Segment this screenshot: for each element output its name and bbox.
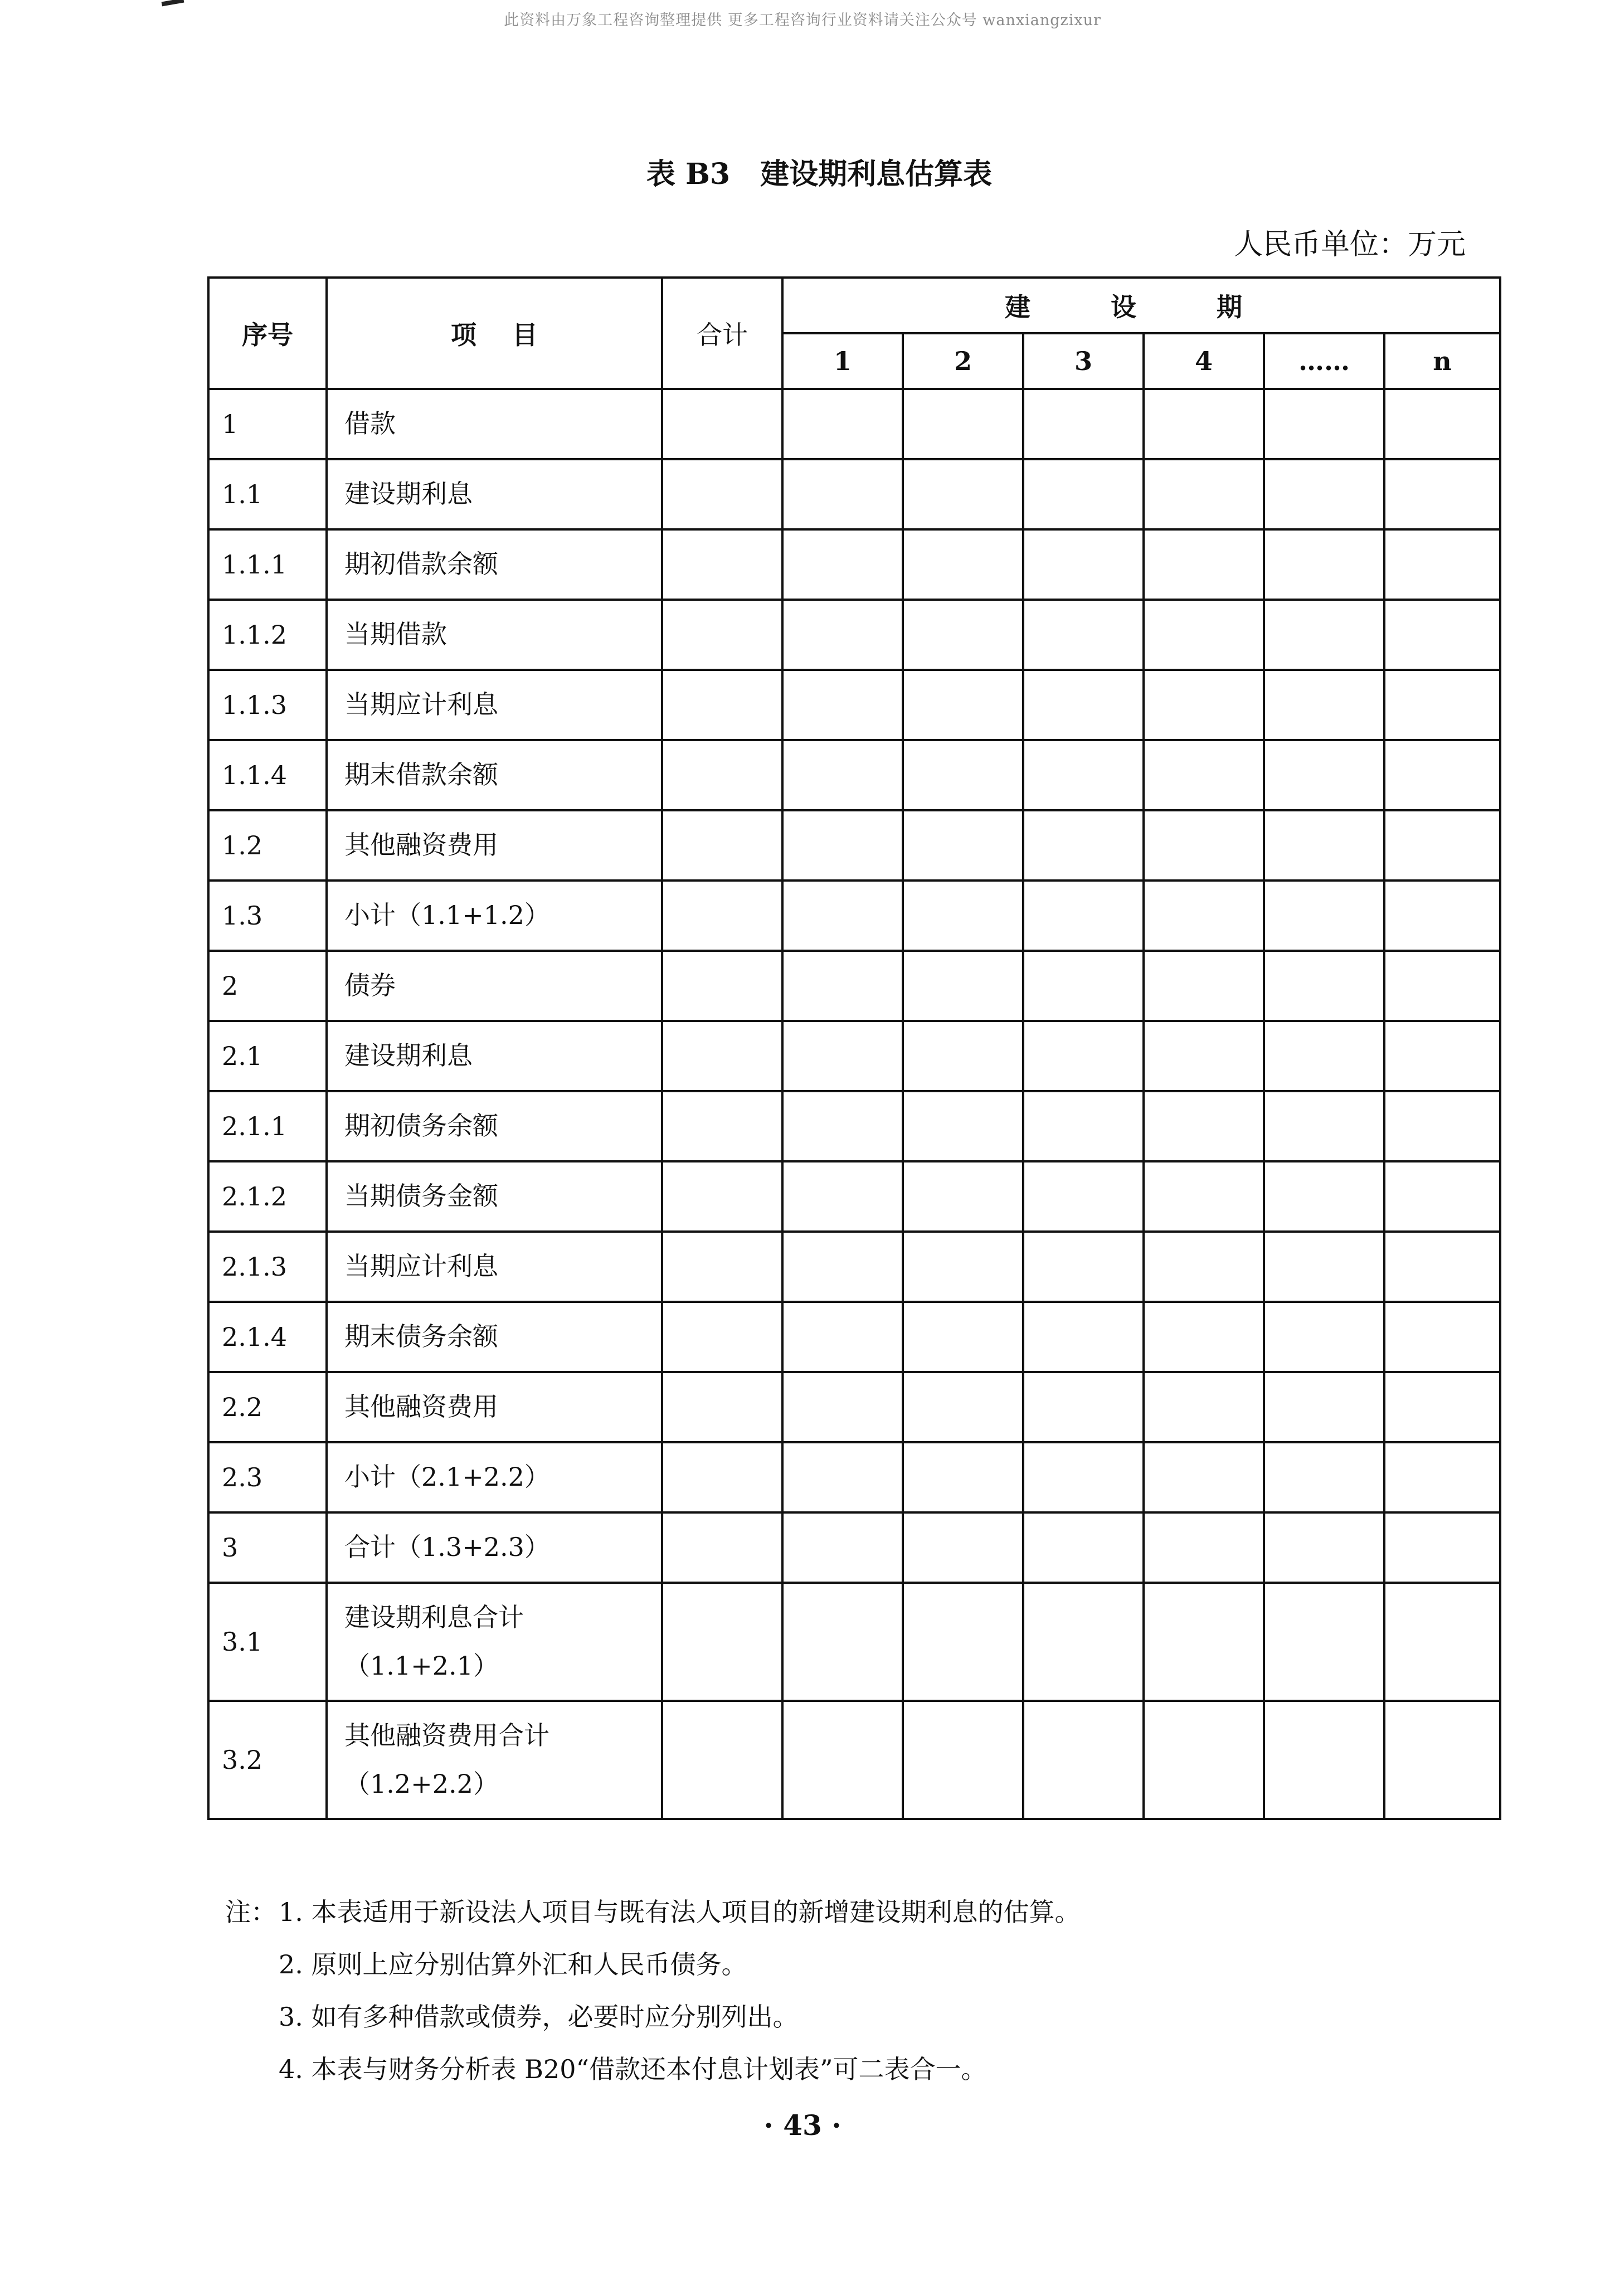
table-body [208,389,1500,1819]
period-cell [903,1583,1023,1701]
period-cell [1023,951,1144,1021]
period-cell [1023,1701,1144,1819]
period-cell [1144,600,1264,670]
period-cell [1384,1021,1500,1091]
period-cell [1023,1091,1144,1161]
row-item-label: 其他融资费用 [344,830,498,860]
period-cell [1384,740,1500,810]
period-cell [1144,1091,1264,1161]
period-cell [782,1372,903,1442]
row-number: 3.1 [208,1583,327,1701]
row-number: 2.1.3 [208,1232,327,1302]
period-cell [1264,1021,1384,1091]
row-item [327,810,662,881]
page-number: · 43 · [763,2109,842,2142]
period-cell [1144,459,1264,529]
period-cell [782,1512,903,1583]
table-row [208,1232,1500,1302]
period-cell [1264,459,1384,529]
scan-mark [162,0,184,6]
period-cell [1264,670,1384,740]
period-cell [782,810,903,881]
period-cell [1144,740,1264,810]
period-cell [1264,600,1384,670]
row-number: 2.1.4 [208,1302,327,1372]
row-number: 2.1.2 [208,1161,327,1232]
period-cell [1384,389,1500,459]
row-item-label: 期初借款余额 [344,549,498,580]
table-row [208,1442,1500,1512]
period-cell [1023,1442,1144,1512]
note-text: 1. 本表适用于新设法人项目与既有法人项目的新增建设期利息的估算。 [279,1897,1081,1927]
header-total: 合计 [662,278,782,389]
period-cell [1023,389,1144,459]
row-number: 2.1 [208,1021,327,1091]
total-cell [662,740,782,810]
header-period: 2 [903,333,1023,389]
row-number: 1.1 [208,459,327,529]
header-period: 1 [782,333,903,389]
row-number: 1.1.1 [208,529,327,600]
total-cell [662,1091,782,1161]
period-cell [782,600,903,670]
note-item [279,1991,1081,2043]
period-cell [1384,1701,1500,1819]
period-cell [1023,1372,1144,1442]
total-cell [662,1701,782,1819]
period-cell [782,1701,903,1819]
row-number: 1.2 [208,810,327,881]
period-cell [782,389,903,459]
row-item-label: 其他融资费用合计 [344,1720,549,1750]
period-cell [1384,670,1500,740]
period-cell [782,1232,903,1302]
period-cell [782,1091,903,1161]
period-cell [903,1232,1023,1302]
header-no: 序号 [208,278,327,389]
row-item [327,389,662,459]
table-row [208,600,1500,670]
period-cell [903,459,1023,529]
row-item [327,670,662,740]
period-cell [903,1302,1023,1372]
row-item-label: 建设期利息 [344,479,473,509]
table-row [208,1161,1500,1232]
period-cell [903,1091,1023,1161]
period-cell [782,1583,903,1701]
total-cell [662,1583,782,1701]
period-cell [782,670,903,740]
note-text: 4. 本表与财务分析表 B20“借款还本付息计划表”可二表合一。 [279,2054,987,2084]
period-cell [903,1021,1023,1091]
note-item [225,1886,1081,1938]
note-text: 3. 如有多种借款或债券，必要时应分别列出。 [279,2002,799,2032]
table-row [208,1302,1500,1372]
page-title [591,150,1048,192]
row-item [327,529,662,600]
header-period: 4 [1144,333,1264,389]
header-period: n [1384,333,1500,389]
row-number: 2 [208,951,327,1021]
total-cell [662,951,782,1021]
period-cell [782,1442,903,1512]
total-cell [662,529,782,600]
table-row [208,810,1500,881]
period-cell [1264,1372,1384,1442]
period-cell [782,1161,903,1232]
table-row [208,670,1500,740]
table-row [208,740,1500,810]
notes [225,1886,1081,2095]
table-row [208,1583,1500,1701]
period-cell [1144,1302,1264,1372]
period-cell [1384,1372,1500,1442]
row-item-label: 小计（2.1+2.2） [344,1462,550,1492]
row-item [327,740,662,810]
table-row [208,1372,1500,1442]
period-cell [1384,881,1500,951]
period-cell [1144,1232,1264,1302]
row-item [327,1583,662,1701]
total-cell [662,881,782,951]
table-row [208,1512,1500,1583]
row-item-label: 建设期利息 [344,1040,473,1071]
period-cell [1384,1161,1500,1232]
period-cell [1384,1302,1500,1372]
row-item [327,1021,662,1091]
period-cell [1264,740,1384,810]
total-cell [662,1161,782,1232]
period-cell [1264,1583,1384,1701]
total-cell [662,810,782,881]
row-item-formula: （1.2+2.2） [344,1769,499,1799]
period-cell [1264,1091,1384,1161]
row-item [327,881,662,951]
header-note: 此资料由万象工程咨询整理提供 更多工程咨询行业资料请关注公众号 wanxiangzixur [504,12,1101,29]
header-period: …… [1264,333,1384,389]
table-code: 表 B3 [646,157,731,191]
period-cell [782,740,903,810]
table-row [208,529,1500,600]
period-cell [1144,670,1264,740]
row-item-label: 债券 [344,970,396,1001]
period-cell [1384,529,1500,600]
period-cell [1023,1232,1144,1302]
period-cell [1264,1161,1384,1232]
row-item [327,1512,662,1583]
period-cell [1144,1372,1264,1442]
currency-unit: 人民币单位：万元 [1233,228,1466,261]
table-row [208,1701,1500,1819]
total-cell [662,1442,782,1512]
row-item [327,1161,662,1232]
row-item-label: 期末借款余额 [344,760,498,790]
total-cell [662,1372,782,1442]
period-cell [1144,1021,1264,1091]
period-cell [1264,529,1384,600]
period-cell [1384,810,1500,881]
period-cell [1144,529,1264,600]
row-number: 2.1.1 [208,1091,327,1161]
period-cell [1144,1161,1264,1232]
period-cell [903,1442,1023,1512]
total-cell [662,1021,782,1091]
total-cell [662,389,782,459]
period-cell [1384,1583,1500,1701]
row-item [327,600,662,670]
row-item-label: 期末债务余额 [344,1321,498,1352]
period-cell [1264,1512,1384,1583]
period-cell [1144,1583,1264,1701]
period-cell [903,389,1023,459]
total-cell [662,459,782,529]
row-item-formula: （1.1+2.1） [344,1651,499,1681]
row-number: 3 [208,1512,327,1583]
row-item-label: 当期应计利息 [344,1251,498,1282]
row-item [327,1232,662,1302]
header-item: 项 目 [327,278,662,389]
row-item-label: 当期应计利息 [344,689,498,720]
note-prefix: 注： [225,1897,276,1927]
table-row [208,881,1500,951]
row-item [327,1302,662,1372]
period-cell [1023,670,1144,740]
row-number: 2.2 [208,1372,327,1442]
row-number: 1.1.4 [208,740,327,810]
period-cell [782,1302,903,1372]
period-cell [1264,881,1384,951]
row-item [327,1701,662,1819]
row-item [327,1372,662,1442]
period-cell [1023,600,1144,670]
total-cell [662,600,782,670]
total-cell [662,1232,782,1302]
row-item [327,1091,662,1161]
row-item-label: 合计（1.3+2.3） [344,1532,550,1563]
period-cell [1264,1442,1384,1512]
period-cell [903,529,1023,600]
period-cell [782,951,903,1021]
interest-estimate-table [207,276,1501,1820]
period-cell [903,951,1023,1021]
row-item-label: 建设期利息合计 [344,1602,524,1632]
period-cell [1144,881,1264,951]
period-cell [1023,810,1144,881]
row-item [327,1442,662,1512]
period-cell [903,810,1023,881]
total-cell [662,1512,782,1583]
period-cell [782,459,903,529]
period-cell [1384,1091,1500,1161]
period-cell [1384,951,1500,1021]
period-cell [1384,1232,1500,1302]
row-item-label: 当期债务金额 [344,1181,498,1212]
period-cell [1023,1021,1144,1091]
period-cell [903,670,1023,740]
period-cell [782,881,903,951]
period-cell [1144,389,1264,459]
table-name: 建设期利息估算表 [760,157,993,191]
note-text: 2. 原则上应分别估算外汇和人民币债务。 [279,1949,747,1979]
table-header [208,278,1500,389]
header-period: 3 [1023,333,1144,389]
period-cell [903,600,1023,670]
period-cell [1264,810,1384,881]
period-cell [903,1372,1023,1442]
row-item-label: 小计（1.1+1.2） [344,900,550,931]
table-row [208,1021,1500,1091]
note-item [279,1938,1081,1991]
period-cell [1264,389,1384,459]
total-cell [662,1302,782,1372]
period-cell [903,881,1023,951]
row-number: 2.3 [208,1442,327,1512]
period-cell [1023,1583,1144,1701]
period-cell [1023,740,1144,810]
row-number: 1.1.2 [208,600,327,670]
row-number: 3.2 [208,1701,327,1819]
period-cell [1023,529,1144,600]
row-number: 1.1.3 [208,670,327,740]
row-number: 1.3 [208,881,327,951]
table-row [208,951,1500,1021]
period-cell [1144,1512,1264,1583]
row-item [327,951,662,1021]
period-cell [1023,1512,1144,1583]
row-item-label: 其他融资费用 [344,1392,498,1422]
period-cell [1264,1302,1384,1372]
header-construction-period: 建 设 期 [782,278,1500,333]
period-cell [1384,1442,1500,1512]
period-cell [782,1021,903,1091]
table-row [208,459,1500,529]
table-row [208,389,1500,459]
period-cell [782,529,903,600]
row-item-label: 当期借款 [344,619,447,650]
period-cell [1144,1442,1264,1512]
period-cell [1384,1512,1500,1583]
note-item [279,2043,1081,2095]
row-item-label: 期初债务余额 [344,1111,498,1141]
period-cell [1023,881,1144,951]
period-cell [1264,1701,1384,1819]
period-cell [1264,1232,1384,1302]
period-cell [1023,459,1144,529]
period-cell [1023,1161,1144,1232]
row-number: 1 [208,389,327,459]
period-cell [903,1161,1023,1232]
period-cell [1023,1302,1144,1372]
period-cell [903,1512,1023,1583]
row-item [327,459,662,529]
period-cell [1264,951,1384,1021]
period-cell [1384,459,1500,529]
row-item-label: 借款 [344,408,396,439]
period-cell [903,1701,1023,1819]
table-row [208,1091,1500,1161]
period-cell [1144,810,1264,881]
period-cell [1144,1701,1264,1819]
period-cell [1144,951,1264,1021]
total-cell [662,670,782,740]
period-cell [1384,600,1500,670]
period-cell [903,740,1023,810]
